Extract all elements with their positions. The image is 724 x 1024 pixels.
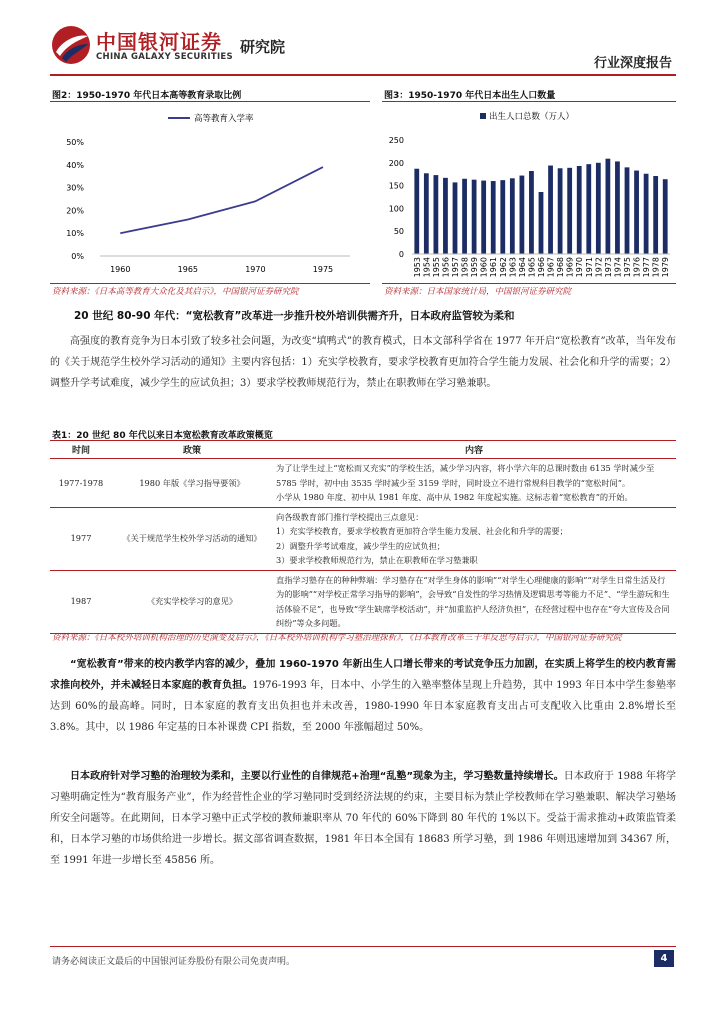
x-tick-label: 1975 bbox=[623, 257, 632, 278]
content-line: 直指学习塾存在的种种弊端：学习塾存在“对学生身体的影响”“对学生心理健康的影响”“对学生日常生活及行为的影响”“对学校正常学习指导的影响”，会导致“自发性的学习热情及逻辑思考等能力不足”、“学生游玩和生活体验不足”，也导致“学生缺席学校活动”，并“加重监护人经济负担”，在经营过程中也存在“夸大宣传及合同纠纷”等众多问题。 bbox=[276, 574, 670, 628]
bar-1976 bbox=[634, 171, 639, 254]
content-line: 小学从 1980 年度、初中从 1981 年度、高中从 1982 年度起实施。这标志着“宽松教育”的开始。 bbox=[276, 492, 633, 502]
policy-table bbox=[50, 440, 676, 634]
bar-1959 bbox=[472, 180, 477, 254]
y-tick-label: 40% bbox=[66, 160, 84, 170]
figure2-legend bbox=[168, 113, 254, 124]
footer-disclaimer: 请务必阅读正文最后的中国银河证券股份有限公司免责声明。 bbox=[52, 957, 296, 967]
x-tick-label: 1970 bbox=[575, 257, 585, 278]
y-tick-label: 10% bbox=[66, 229, 84, 239]
bar-1968 bbox=[558, 168, 563, 254]
y-tick-label: 100 bbox=[388, 204, 404, 214]
y-tick-label: 0 bbox=[398, 250, 404, 259]
bar-1962 bbox=[500, 180, 505, 254]
paragraph-family-burden bbox=[50, 654, 676, 738]
figure2-source: 资料来源：《日本高等教育大众化及其启示》，中国银河证券研究院 bbox=[52, 287, 299, 297]
bar-1978 bbox=[653, 176, 658, 254]
page-number: 4 bbox=[654, 950, 674, 967]
table1-title: 表1：20 世纪 80 年代以来日本宽松教育改革政策概览 bbox=[52, 431, 273, 441]
bar-1979 bbox=[663, 179, 668, 254]
x-tick-label: 1961 bbox=[489, 257, 499, 278]
x-tick-label: 1972 bbox=[594, 257, 604, 278]
bar-1957 bbox=[453, 182, 458, 254]
bar-1960 bbox=[481, 181, 486, 254]
figure3-top-rule bbox=[382, 101, 676, 102]
row-time: 1977-1978 bbox=[50, 459, 112, 508]
x-tick-label: 1958 bbox=[460, 257, 470, 278]
bar-1961 bbox=[491, 181, 496, 254]
table-row bbox=[50, 570, 676, 633]
figure2-top-rule bbox=[50, 101, 370, 102]
legend-label: 高等教育入学率 bbox=[194, 114, 254, 124]
x-tick-label: 1960 bbox=[479, 257, 489, 278]
section1-paragraph: 高强度的教育竞争为日本引致了较多社会问题，为改变“填鸭式”的教育模式，日本文部科学省在 1977 年开启“宽松教育”改革，当年发布的《关于规范学生校外学习活动的通知》主要内容包括：1）充实学校教育，要求学校教育更加符合学生能力发展、社会化和升学的需要；2）调整升学考试难度，减少学生的应试负担；3）要求学校教师规范行为，禁止在职教师在学习塾兼职。 bbox=[50, 336, 676, 389]
y-tick-label: 200 bbox=[388, 158, 404, 168]
x-tick-label: 1974 bbox=[613, 257, 623, 278]
x-tick-label: 1970 bbox=[245, 265, 266, 274]
row-policy: 1980 年版《学习指导要领》 bbox=[112, 459, 272, 508]
table-row bbox=[50, 507, 676, 570]
row-content bbox=[272, 507, 676, 570]
x-tick-label: 1978 bbox=[651, 257, 661, 278]
x-tick-label: 1977 bbox=[642, 257, 652, 278]
bar-1967 bbox=[548, 166, 553, 254]
content-line: 3）要求学校教师规范行为，禁止在职教师在学习塾兼职 bbox=[276, 555, 478, 565]
paragraph-regulation bbox=[50, 766, 676, 871]
y-tick-label: 150 bbox=[388, 181, 404, 191]
x-tick-label: 1979 bbox=[661, 257, 671, 278]
x-tick-label: 1966 bbox=[537, 257, 546, 278]
x-tick-label: 1963 bbox=[508, 257, 518, 278]
figure3-legend bbox=[480, 111, 574, 122]
legend-bar-swatch bbox=[480, 113, 486, 119]
figure2-title: 图2：1950-1970 年代日本高等教育录取比例 bbox=[52, 91, 242, 101]
x-tick-label: 1965 bbox=[527, 257, 537, 278]
figure3-title: 图3：1950-1970 年代日本出生人口数量 bbox=[384, 91, 556, 101]
series-line-enrollment-rate bbox=[120, 167, 323, 233]
content-line: 为了让学生过上“宽松而又充实”的学校生活，减少学习内容，将小学六年的总课时数由 6135 学时减少至 5785 学时，初中由 3535 学时减少至 3159 学时，同时设立不进行常规科目教学的“宽松时间”。 bbox=[276, 463, 655, 488]
x-tick-label: 1954 bbox=[422, 257, 432, 278]
bar-1964 bbox=[520, 176, 525, 254]
paragraph-body: 日本政府于 1988 年将学习塾明确定性为“教育服务产业”，作为经营性企业的学习塾同时受到经济法规的约束，主要目标为禁止学校教师在学习塾兼职、解决学习塾场所安全问题等。在此期间，日本学习塾中正式学校的教师兼职率从 70 年代的 60%下降到 80 年代的 1%以下。受益于需求推动+政策监管柔和，日本学习塾的市场供给进一步增长。据文部省调查数据，1981 年日本全国有 18683 所学习塾，到 1986 年则迅速增加到 34367 所，至 1991 年进一步增长至 45856 所。 bbox=[50, 771, 676, 866]
section-heading-1980s: 20 世纪 80-90 年代：“宽松教育”改革进一步推升校外培训供需齐升，日本政府监管较为柔和 bbox=[74, 310, 515, 322]
y-tick-label: 30% bbox=[66, 183, 84, 193]
bar-1966 bbox=[539, 192, 544, 254]
bar-1956 bbox=[443, 178, 448, 254]
row-content bbox=[272, 459, 676, 508]
header-policy: 政策 bbox=[112, 441, 272, 459]
footer-divider bbox=[50, 946, 676, 947]
content-line: 2）调整升学考试难度，减少学生的应试负担； bbox=[276, 540, 445, 551]
figure2-line-chart bbox=[50, 104, 370, 282]
content-line: 向各级教育部门推行学校提出三点意见： bbox=[276, 511, 424, 522]
figure2-bottom-rule bbox=[50, 283, 370, 284]
galaxy-logo-icon bbox=[50, 24, 92, 70]
legend-label: 出生人口总数（万人） bbox=[489, 112, 575, 122]
table-header-row bbox=[50, 441, 676, 459]
figure3-bar-chart bbox=[382, 104, 676, 282]
brand-name-en: CHINA GALAXY SECURITIES bbox=[96, 52, 233, 62]
y-tick-label: 0% bbox=[71, 252, 84, 261]
header-time: 时间 bbox=[50, 441, 112, 459]
brand-name-cn: 中国银河证券 bbox=[96, 30, 222, 54]
bar-1972 bbox=[596, 163, 601, 254]
bar-1965 bbox=[529, 171, 534, 254]
figure3-source: 资料来源：日本国家统计局，中国银河证券研究院 bbox=[384, 287, 572, 297]
y-tick-label: 50 bbox=[393, 227, 404, 237]
x-tick-label: 1960 bbox=[110, 265, 131, 274]
bar-1958 bbox=[462, 179, 467, 254]
paragraph-lead: 日本政府针对学习塾的治理较为柔和，主要以行业性的自律规范+治理“乱塾”现象为主，学习塾数量持续增长。 bbox=[70, 771, 564, 782]
paragraph-lead: “宽松教育”带来的校内教学内容的减少，叠加 1960-1970 年新出生人口增长带来的考试竞争压力加剧，在实质上将学生的校内教育需求推向校外，并未减轻日本家庭的教育负担。 bbox=[50, 659, 676, 691]
y-tick-label: 50% bbox=[66, 138, 84, 147]
paragraph-body: 1976-1993 年，日本中、小学生的入塾率整体呈现上升趋势，其中 1993 年日本中学生参塾率达到 60%的最高峰。同时，日本家庭的教育支出负担也并未改善，1980-1990 年日本家庭教育支出占可支配收入比重由 2.8%增长至 3.8%。其中，以 1986 年定基的日本补课费 CPI 指数，至 2000 年涨幅超过 50%。 bbox=[50, 680, 677, 733]
x-tick-label: 1976 bbox=[632, 257, 642, 278]
x-tick-label: 1959 bbox=[470, 257, 480, 278]
x-tick-label: 1953 bbox=[412, 257, 422, 278]
x-tick-label: 1967 bbox=[546, 257, 556, 278]
x-tick-label: 1957 bbox=[451, 257, 460, 278]
table1-source: 资料来源：《日本校外培训机构治理的历史演变及启示》，《日本校外培训机构学习塾治理探析》，《日本教育改革三十年反思与启示》，中国银河证券研究院 bbox=[52, 633, 622, 643]
x-tick-label: 1956 bbox=[441, 257, 451, 278]
institute-label: 研究院 bbox=[240, 38, 286, 56]
x-tick-label: 1971 bbox=[584, 257, 594, 278]
bar-1974 bbox=[615, 161, 620, 254]
header-divider bbox=[50, 74, 676, 76]
bar-1953 bbox=[414, 169, 419, 254]
y-tick-label: 250 bbox=[388, 136, 404, 145]
x-tick-label: 1955 bbox=[431, 257, 441, 278]
row-time: 1977 bbox=[50, 507, 112, 570]
content-line: 1）充实学校教育，要求学校教育更加符合学生能力发展、社会化和升学的需要； bbox=[276, 526, 568, 536]
bar-1975 bbox=[625, 167, 630, 254]
bar-1954 bbox=[424, 173, 429, 254]
x-tick-label: 1975 bbox=[312, 265, 334, 274]
row-time: 1987 bbox=[50, 570, 112, 633]
row-policy: 《关于规范学生校外学习活动的通知》 bbox=[112, 507, 272, 570]
x-tick-label: 1969 bbox=[565, 257, 575, 278]
row-content bbox=[272, 570, 676, 633]
figure3-bottom-rule bbox=[382, 283, 676, 284]
bar-1973 bbox=[606, 159, 611, 254]
bar-1955 bbox=[434, 175, 439, 254]
header-content: 内容 bbox=[272, 441, 676, 459]
y-tick-label: 20% bbox=[66, 206, 84, 216]
x-tick-label: 1965 bbox=[177, 265, 199, 274]
row-policy: 《充实学校学习的意见》 bbox=[112, 570, 272, 633]
bar-1971 bbox=[586, 164, 591, 254]
table-row bbox=[50, 459, 676, 508]
bar-1963 bbox=[510, 178, 515, 254]
bar-1977 bbox=[644, 174, 649, 254]
x-tick-label: 1962 bbox=[498, 257, 508, 278]
bar-1970 bbox=[577, 166, 582, 254]
x-tick-label: 1973 bbox=[603, 257, 613, 278]
x-tick-label: 1968 bbox=[556, 257, 566, 278]
x-tick-label: 1964 bbox=[517, 257, 527, 278]
report-type: 行业深度报告 bbox=[593, 56, 672, 71]
bar-1969 bbox=[567, 168, 572, 254]
